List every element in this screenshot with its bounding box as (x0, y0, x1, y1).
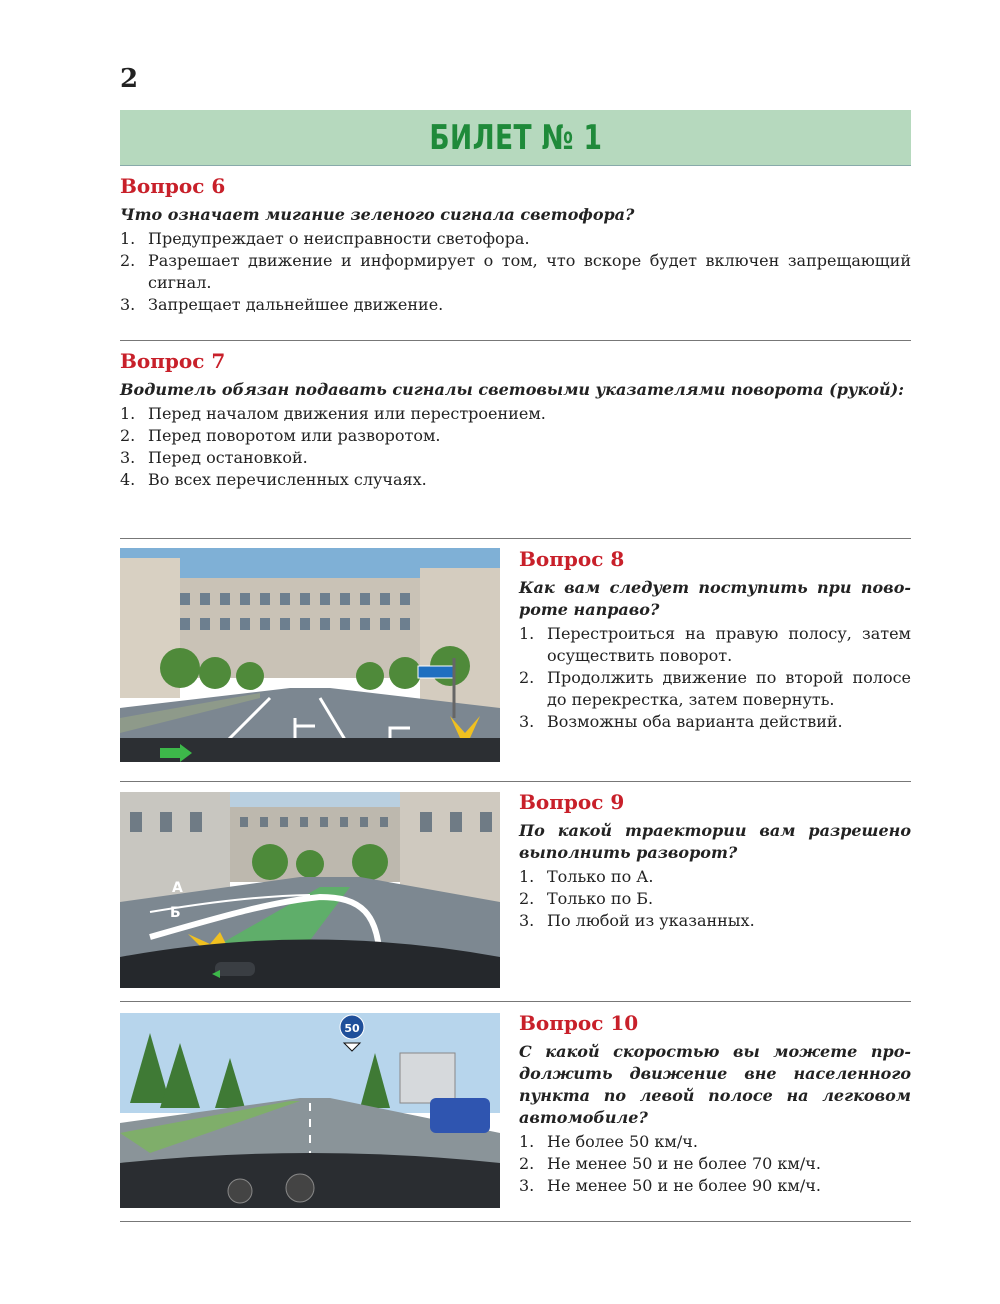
answer-list (519, 1131, 911, 1197)
answer-number: 2. (519, 668, 535, 687)
question-10 (519, 1011, 911, 1197)
answer-text: Только по Б. (547, 889, 654, 908)
answer-text: Перестроиться на правую полосу, затем осуществить поворот. (547, 624, 911, 665)
question-9 (519, 790, 911, 932)
ticket-title: БИЛЕТ № 1 (429, 117, 602, 158)
question-7 (120, 349, 911, 491)
ticket-banner (120, 110, 911, 166)
page-number: 2 (120, 64, 139, 94)
answer-text: Запрещает дальнейшее движение. (148, 295, 444, 314)
answer-text: Не более 50 км/ч. (547, 1132, 698, 1151)
answer-number: 3. (519, 911, 535, 930)
answer-item[interactable] (519, 910, 911, 932)
answer-number: 1. (120, 229, 136, 248)
answer-number: 1. (519, 624, 535, 643)
answer-item[interactable] (519, 711, 911, 733)
question-10-illustration (120, 1013, 500, 1208)
question-title: Вопрос 9 (519, 790, 625, 814)
question-prompt: Водитель обязан подавать сигналы световыми указателями поворота (рукой): (120, 380, 905, 399)
question-9-illustration (120, 792, 500, 988)
answer-text: Перед остановкой. (148, 448, 308, 467)
question-6 (120, 174, 911, 316)
answer-number: 1. (519, 867, 535, 886)
answer-text: Разрешает движение и информирует о том, что вскоре будет включен запрещающий сигнал. (148, 251, 911, 292)
question-prompt: Что означает мигание зеленого сигнала светофора? (120, 205, 635, 224)
answer-number: 1. (519, 1132, 535, 1151)
divider (120, 781, 911, 782)
speed-sign-value: 50 (344, 1022, 360, 1035)
answer-number: 4. (120, 470, 136, 489)
question-8 (519, 547, 911, 733)
answer-list (120, 403, 911, 491)
answer-text: Перед поворотом или разворотом. (148, 426, 441, 445)
answer-item[interactable] (120, 403, 911, 425)
answer-item[interactable] (120, 469, 911, 491)
answer-list (519, 866, 911, 932)
answer-item[interactable] (519, 1175, 911, 1197)
answer-item[interactable] (519, 1131, 911, 1153)
answer-text: Продолжить движение по второй полосе до перекрестка, затем повернуть. (547, 668, 911, 709)
answer-item[interactable] (519, 866, 911, 888)
question-8-illustration (120, 548, 500, 762)
divider (120, 538, 911, 539)
answer-number: 3. (519, 712, 535, 731)
answer-text: По любой из указанных. (547, 911, 755, 930)
question-title: Вопрос 8 (519, 547, 625, 571)
answer-number: 1. (120, 404, 136, 423)
answer-number: 3. (120, 295, 136, 314)
answer-item[interactable] (519, 667, 911, 711)
answer-text: Не менее 50 и не более 70 км/ч. (547, 1154, 821, 1173)
answer-number: 2. (120, 426, 136, 445)
answer-number: 2. (519, 889, 535, 908)
answer-item[interactable] (519, 623, 911, 667)
divider (120, 340, 911, 341)
answer-text: Не менее 50 и не более 90 км/ч. (547, 1176, 821, 1195)
answer-text: Только по А. (547, 867, 654, 886)
answer-item[interactable] (120, 447, 911, 469)
answer-number: 2. (519, 1154, 535, 1173)
answer-text: Предупреждает о неисправности светофора. (148, 229, 530, 248)
answer-item[interactable] (120, 294, 911, 316)
answer-item[interactable] (519, 1153, 911, 1175)
answer-item[interactable] (120, 425, 911, 447)
question-title: Вопрос 6 (120, 174, 226, 198)
question-prompt: С какой скоростью вы можете продолжить движение вне населенного пункта по левой полосе на легковом автомобиле? (519, 1042, 911, 1127)
answer-text: Перед началом движения или перестроением. (148, 404, 546, 423)
trajectory-label-a: А (172, 880, 183, 896)
road-scene-image (120, 792, 500, 988)
question-prompt: Как вам следует поступить при повороте направо? (519, 578, 911, 619)
answer-number: 2. (120, 251, 136, 270)
answer-number: 3. (120, 448, 136, 467)
trajectory-label-b: Б (170, 905, 181, 921)
question-title: Вопрос 10 (519, 1011, 639, 1035)
answer-text: Во всех перечисленных случаях. (148, 470, 427, 489)
road-scene-image (120, 1013, 500, 1208)
answer-item[interactable] (120, 228, 911, 250)
answer-number: 3. (519, 1176, 535, 1195)
divider (120, 1001, 911, 1002)
answer-list (120, 228, 911, 316)
question-prompt: По какой траектории вам разрешено выполнить разворот? (519, 821, 911, 862)
road-scene-image (120, 548, 500, 762)
answer-list (519, 623, 911, 733)
answer-item[interactable] (519, 888, 911, 910)
question-title: Вопрос 7 (120, 349, 226, 373)
answer-text: Возможны оба варианта действий. (547, 712, 843, 731)
divider (120, 1221, 911, 1222)
answer-item[interactable] (120, 250, 911, 294)
